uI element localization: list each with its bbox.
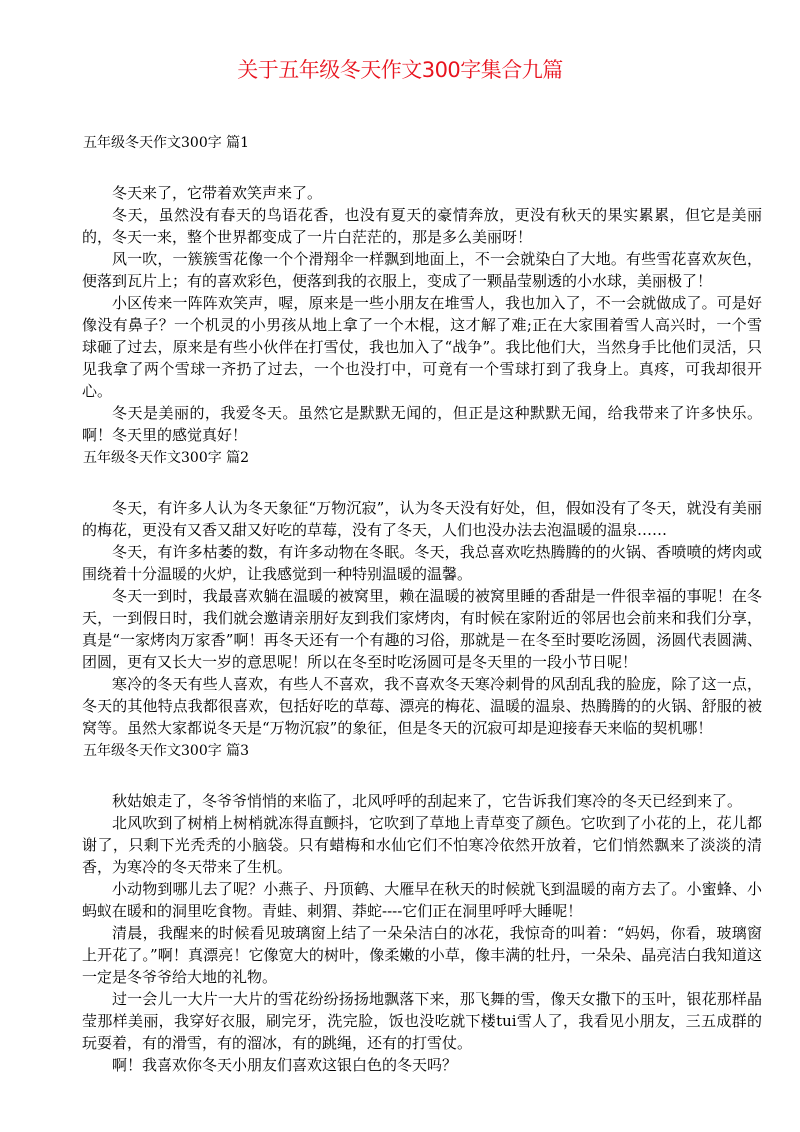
essay-paragraph: 清晨，我醒来的时候看见玻璃窗上结了一朵朵洁白的冰花，我惊奇的叫着：“妈妈，你看，玻璃窗上开花了。”啊！真漂亮！它像宽大的树叶，像柔嫩的小草，像丰满的牡丹，一朵朵、晶亮洁白我知道这一定是冬爷爷给大地的礼物。: [82, 924, 762, 986]
essay-heading: 五年级冬天作文300字 篇1: [83, 135, 250, 151]
essay-paragraph: 冬天是美丽的，我爱冬天。虽然它是默默无闻的，但正是这种默默无闻，给我带来了许多快乐。啊！冬天里的感觉真好！: [82, 404, 762, 444]
essay-paragraph: 过一会儿一大片一大片的雪花纷纷扬扬地飘落下来，那飞舞的雪，像天女撒下的玉叶，银花那样晶莹那样美丽，我穿好衣服，刷完牙，洗完脸，饭也没吃就下楼tui雪人了，我看见小朋友，三五成群的玩耍着，有的滑雪，有的溜冰，有的跳绳，还有的打雪仗。: [82, 990, 762, 1052]
essay-body: [82, 497, 762, 739]
essay-heading: 五年级冬天作文300字 篇3: [83, 743, 250, 759]
essay-paragraph: 寒冷的冬天有些人喜欢，有些人不喜欢，我不喜欢冬天寒冷刺骨的风刮乱我的脸庞，除了这一点，冬天的其他特点我都很喜欢，包括好吃的草莓、漂亮的梅花、温暖的温泉、热腾腾的的火锅、舒服的被窝等。虽然大家都说冬天是“万物沉寂”的象征，但是冬天的沉寂可却是迎接春天来临的契机哪！: [82, 675, 762, 737]
essay-section: [82, 448, 762, 739]
essay-section: [82, 133, 762, 446]
essay-paragraph: 冬天一到时，我最喜欢躺在温暖的被窝里，赖在温暖的被窝里睡的香甜是一件很幸福的事呢！在冬天，一到假日时，我们就会邀请亲朋好友到我们家烤肉，有时候在家附近的邻居也会前来和我们分享，真是“一家烤肉万家香”啊！再冬天还有一个有趣的习俗，那就是－在冬至时要吃汤圆，汤圆代表圆满、团圆，更有又长大一岁的意思呢！所以在冬至时吃汤圆可是冬天里的一段小节日呢！: [82, 587, 762, 671]
essay-body: [82, 790, 762, 1076]
essay-paragraph: 小区传来一阵阵欢笑声，喔，原来是一些小朋友在堆雪人，我也加入了，不一会就做成了。可是好像没有鼻子？一个机灵的小男孩从地上拿了一个木棍，这才解了难;正在大家围着雪人高兴时，一个雪球砸了过去，原来是有些小伙伴在打雪仗，我也加入了“战争”。我比他们大，当然身手比他们灵活，只见我拿了两个雪球一齐扔了过去，一个也没打中，可竟有一个雪球打到了我身上。真疼，可我却很开心。: [82, 294, 762, 400]
essay-paragraph: 北风吹到了树梢上树梢就冻得直颤抖，它吹到了草地上青草变了颜色。它吹到了小花的上，花儿都谢了，只剩下光秃秃的小脑袋。只有蜡梅和水仙它们不怕寒冷依然开放着，它们悄然飘来了淡淡的清香，为寒冷的冬天带来了生机。: [82, 814, 762, 876]
essay-heading: 五年级冬天作文300字 篇2: [83, 450, 250, 466]
essay-paragraph: 啊！我喜欢你冬天小朋友们喜欢这银白色的冬天吗？: [112, 1056, 458, 1074]
essay-paragraph: 风一吹，一簇簇雪花像一个个滑翔伞一样飘到地面上，不一会就染白了大地。有些雪花喜欢灰色，便落到瓦片上；有的喜欢彩色，便落到我的衣服上，变成了一颗晶莹剔透的小水球，美丽极了！: [82, 250, 762, 290]
essay-body: [82, 182, 762, 446]
essay-paragraph: 冬天，有许多枯萎的数，有许多动物在冬眠。冬天，我总喜欢吃热腾腾的的火锅、香喷喷的烤肉或围绕着十分温暖的火炉，让我感觉到一种特别温暖的温馨。: [82, 543, 762, 583]
essay-paragraph: 冬天，有许多人认为冬天象征“万物沉寂”，认为冬天没有好处，但，假如没有了冬天，就没有美丽的梅花，更没有又香又甜又好吃的草莓，没有了冬天，人们也没办法去泡温暖的温泉……: [82, 499, 762, 539]
document-title: 关于五年级冬天作文300字集合九篇: [237, 58, 563, 82]
essay-paragraph: 冬天来了，它带着欢笑声来了。: [112, 184, 323, 202]
essay-paragraph: 秋姑娘走了，冬爷爷悄悄的来临了，北风呼呼的刮起来了，它告诉我们寒冷的冬天已经到来了。: [112, 792, 743, 810]
essay-paragraph: 小动物到哪儿去了呢？小燕子、丹顶鹤、大雁早在秋天的时候就飞到温暖的南方去了。小蜜蜂、小蚂蚁在暖和的洞里吃食物。青蛙、刺猬、莽蛇----它们正在洞里呼呼大睡呢！: [82, 880, 762, 920]
essay-paragraph: 冬天，虽然没有春天的鸟语花香，也没有夏天的豪情奔放，更没有秋天的果实累累，但它是美丽的，冬天一来，整个世界都变成了一片白茫茫的，那是多么美丽呀！: [82, 206, 762, 246]
essay-section: [82, 741, 762, 1076]
